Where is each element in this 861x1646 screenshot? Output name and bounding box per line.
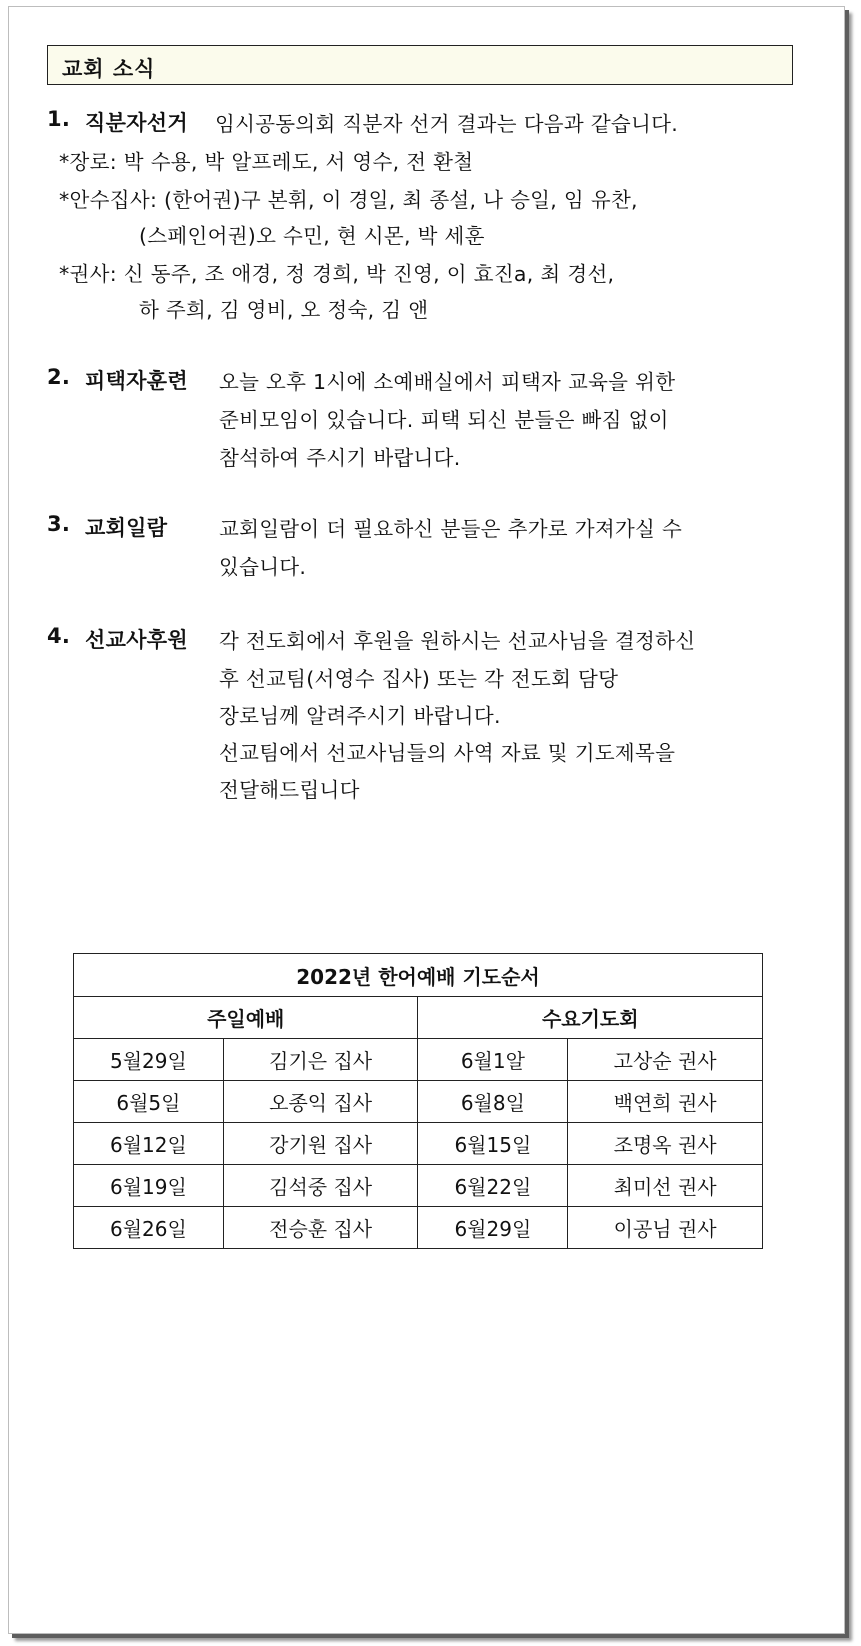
item-2-title: 피택자훈련 [85, 369, 188, 393]
sunday-date: 6월26일 [74, 1207, 224, 1249]
item-1-line-3: *안수집사: (한어권)구 본휘, 이 경일, 최 종설, 나 승일, 임 유찬, [59, 188, 638, 212]
item-1-line-1: 임시공동의회 직분자 선거 결과는 다음과 같습니다. [215, 112, 679, 136]
item-4-line-2: 후 선교팀(서영수 집사) 또는 각 전도회 담당 [219, 667, 619, 691]
item-2-line-2: 준비모임이 있습니다. 피택 되신 분들은 빠짐 없이 [219, 408, 669, 432]
prayer-schedule-table [73, 953, 763, 1249]
item-1-line-4: (스페인어권)오 수민, 현 시몬, 박 세훈 [139, 224, 485, 248]
item-4-line-5: 전달해드립니다 [219, 778, 360, 802]
wednesday-leader: 최미선 권사 [568, 1165, 763, 1207]
wednesday-leader: 이공님 권사 [568, 1207, 763, 1249]
sunday-leader: 김석중 집사 [223, 1165, 418, 1207]
table-row [74, 1081, 763, 1123]
sunday-date: 6월19일 [74, 1165, 224, 1207]
item-4-line-1: 각 전도회에서 후원을 원하시는 선교사님을 결정하신 [219, 629, 696, 653]
table-row [74, 1039, 763, 1081]
sunday-leader: 김기은 집사 [223, 1039, 418, 1081]
item-1-line-6: 하 주희, 김 영비, 오 정숙, 김 앤 [139, 298, 429, 322]
table-title: 2022년 한어예배 기도순서 [74, 954, 763, 997]
item-1-title: 직분자선거 [85, 111, 188, 135]
item-3-title: 교회일람 [85, 516, 168, 540]
sunday-date: 6월5일 [74, 1081, 224, 1123]
wednesday-prayer-header: 수요기도회 [418, 997, 763, 1039]
table-row [74, 1123, 763, 1165]
item-3-line-2: 있습니다. [219, 555, 307, 579]
wednesday-leader: 고상순 권사 [568, 1039, 763, 1081]
item-4-title: 선교사후원 [85, 628, 188, 652]
item-4-line-3: 장로님께 알려주시기 바랍니다. [219, 704, 501, 728]
item-2-line-1: 오늘 오후 1시에 소예배실에서 피택자 교육을 위한 [219, 370, 676, 394]
item-1-line-2: *장로: 박 수용, 박 알프레도, 서 영수, 전 환철 [59, 150, 474, 174]
section-title: 교회 소식 [62, 57, 156, 81]
wednesday-date: 6월22일 [418, 1165, 568, 1207]
wednesday-date: 6월8일 [418, 1081, 568, 1123]
sunday-date: 5월29일 [74, 1039, 224, 1081]
item-3-line-1: 교회일람이 더 필요하신 분들은 추가로 가져가실 수 [219, 517, 683, 541]
item-2-number: 2. [47, 365, 71, 389]
item-4-number: 4. [47, 624, 71, 648]
item-1-number: 1. [47, 107, 71, 131]
sunday-worship-header: 주일예배 [74, 997, 418, 1039]
wednesday-date: 6월1알 [418, 1039, 568, 1081]
item-4-line-4: 선교팀에서 선교사님들의 사역 자료 및 기도제목을 [219, 741, 676, 765]
wednesday-leader: 조명옥 권사 [568, 1123, 763, 1165]
table-row [74, 1165, 763, 1207]
item-1-line-5: *권사: 신 동주, 조 애경, 정 경희, 박 진영, 이 효진a, 최 경선, [59, 262, 615, 286]
wednesday-date: 6월29일 [418, 1207, 568, 1249]
wednesday-leader: 백연희 권사 [568, 1081, 763, 1123]
bulletin-page [8, 6, 845, 1634]
section-header [47, 45, 793, 85]
sunday-leader: 오종익 집사 [223, 1081, 418, 1123]
sunday-leader: 강기원 집사 [223, 1123, 418, 1165]
sunday-date: 6월12일 [74, 1123, 224, 1165]
item-3-number: 3. [47, 512, 71, 536]
table-row [74, 1207, 763, 1249]
item-2-line-3: 참석하여 주시기 바랍니다. [219, 446, 461, 470]
sunday-leader: 전승훈 집사 [223, 1207, 418, 1249]
wednesday-date: 6월15일 [418, 1123, 568, 1165]
